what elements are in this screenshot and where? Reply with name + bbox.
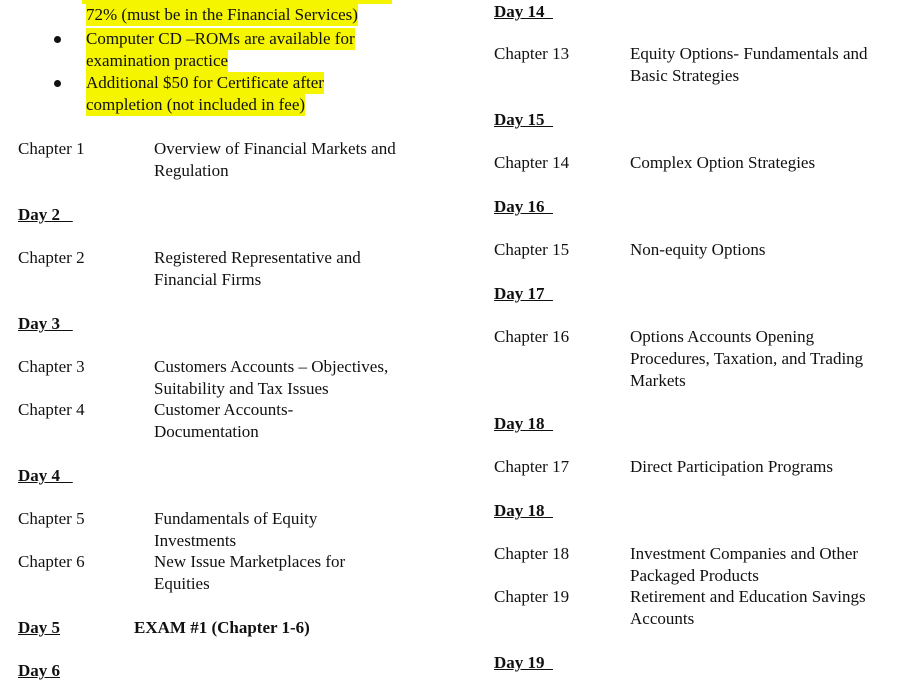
chapter-label: Chapter 16 [494,327,570,346]
day-heading: Day 4 [18,466,73,485]
chapter-title: Complex Option Strategies [630,153,816,172]
chapter-label: Chapter 17 [494,457,570,476]
chapter-title: Investment Companies and Other [630,544,859,563]
day-heading: Day 3 [18,314,73,333]
bullet-line: completion (not included in fee) [86,95,306,114]
chapter-title: Customer Accounts- [154,400,294,419]
bullet-dot [54,80,61,87]
day-heading: Day 6 [18,661,61,680]
day-heading: Day 19 [494,653,554,672]
chapter-label: Chapter 4 [18,400,85,419]
chapter-title: New Issue Marketplaces for [154,552,346,571]
chapter-title: Equities [154,574,210,593]
chapter-label: Chapter 15 [494,240,570,259]
chapter-title: Equity Options- Fundamentals and [630,44,868,63]
chapter-title: Accounts [630,609,695,628]
chapter-title: Packaged Products [630,566,759,585]
exam-label: EXAM #1 (Chapter 1-6) [134,618,310,637]
chapter-label: Chapter 13 [494,44,570,63]
bullet-line: 72% (must be in the Financial Services) [86,5,358,24]
chapter-label: Chapter 2 [18,248,85,267]
chapter-title: Overview of Financial Markets and [154,139,396,158]
day-heading: Day 14 [494,2,554,21]
chapter-label: Chapter 5 [18,509,85,528]
day-heading: Day 15 [494,110,554,129]
chapter-title: Financial Firms [154,270,262,289]
chapter-label: Chapter 19 [494,587,570,606]
chapter-title: Documentation [154,422,259,441]
chapter-label: Chapter 3 [18,357,85,376]
bullet-dot [54,36,61,43]
day-heading: Day 17 [494,284,554,303]
chapter-label: Chapter 18 [494,544,570,563]
day-heading: Day 16 [494,197,554,216]
chapter-title: Registered Representative and [154,248,361,267]
chapter-label: Chapter 1 [18,139,85,158]
bullet-line: examination practice [86,51,229,70]
chapter-title: Regulation [154,161,229,180]
chapter-label: Chapter 14 [494,153,570,172]
chapter-title: Markets [630,371,686,390]
day-heading: Day 18 [494,414,554,433]
chapter-title: Customers Accounts – Objectives, [154,357,389,376]
chapter-title: Retirement and Education Savings [630,587,866,606]
bullet-line: Computer CD –ROMs are available for [86,29,355,48]
chapter-title: Investments [154,531,237,550]
chapter-title: Procedures, Taxation, and Trading [630,349,864,368]
chapter-title: Suitability and Tax Issues [154,379,329,398]
chapter-title: Direct Participation Programs [630,457,834,476]
chapter-title: Options Accounts Opening [630,327,815,346]
day-heading: Day 18 [494,501,554,520]
bullet-line: Additional $50 for Certificate after [86,73,324,92]
day-heading: Day 2 [18,205,73,224]
chapter-title: Non-equity Options [630,240,766,259]
chapter-title: Basic Strategies [630,66,740,85]
chapter-label: Chapter 6 [18,552,85,571]
chapter-title: Fundamentals of Equity [154,509,318,528]
day-heading: Day 5 [18,618,61,637]
